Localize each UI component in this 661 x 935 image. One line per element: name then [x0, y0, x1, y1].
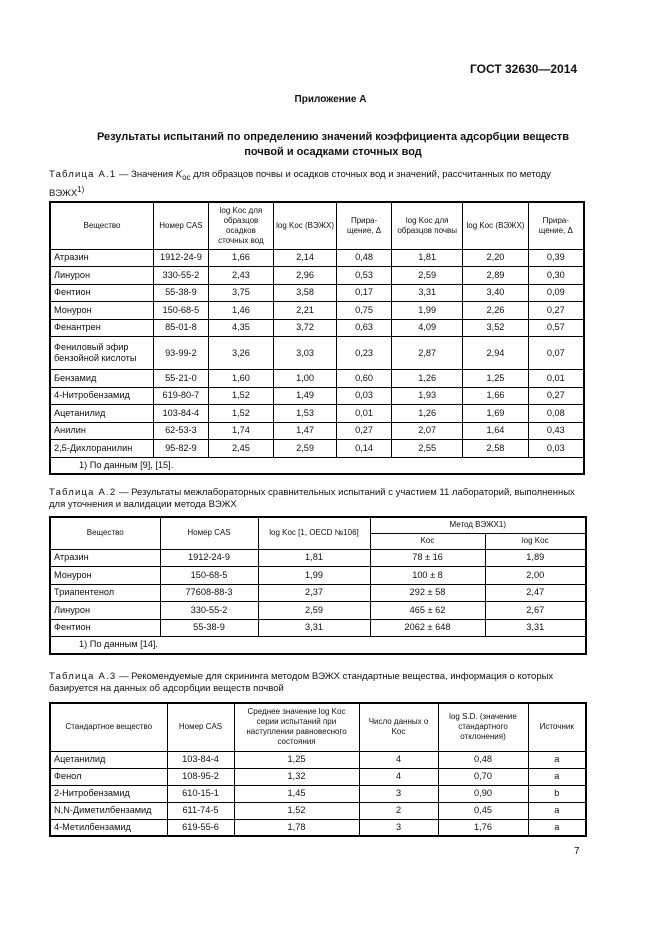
table3-cell-sd: 0,45: [438, 802, 528, 819]
table1-cell-delta: 0,17: [337, 284, 392, 302]
table1-header-row: [50, 202, 584, 249]
table2-head-substance: Вещество: [50, 517, 160, 549]
table3-cell-source: a: [528, 768, 586, 785]
table2-row: [50, 549, 586, 567]
table1-cell-substance: 4-Нитробензамид: [50, 387, 153, 405]
table3-caption: [49, 671, 584, 695]
table1-cell-logkoc-hplc: 2,14: [274, 249, 337, 267]
table2-cell-koc: 2062 ± 648: [370, 619, 485, 637]
table1-cell-substance: Фениловый эфир бензойной кислоты: [50, 337, 153, 370]
table-a3: [49, 702, 587, 837]
table1-cell-logkoc-soil: 1,26: [391, 405, 462, 423]
table3-cell-count: 4: [359, 751, 438, 768]
table1-cell-logkoc-hplc: 2,59: [274, 440, 337, 458]
table1-row: [50, 284, 584, 302]
table1-cell-logkoc-samples: 1,66: [208, 249, 273, 267]
table1-cell-delta-2: 0,09: [528, 284, 584, 302]
table3-cell-count: 3: [359, 819, 438, 836]
table1-cell-cas: 330-55-2: [153, 267, 208, 285]
table1-cell-delta-2: 0,08: [528, 405, 584, 423]
table1-row: [50, 267, 584, 285]
table2-head-method: Метод ВЭЖХ1): [370, 517, 586, 533]
table1-cell-logkoc-soil: 1,26: [391, 370, 462, 388]
table1-cell-cas: 62-53-3: [153, 422, 208, 440]
table2-cell-logkoc-ref: 1,99: [258, 567, 370, 585]
table1-cell-substance: Атразин: [50, 249, 153, 267]
table1-row: [50, 422, 584, 440]
table1-row: [50, 370, 584, 388]
table1-cell-logkoc-soil: 3,31: [391, 284, 462, 302]
table1-cell-delta-2: 0,27: [528, 302, 584, 320]
table1-cell-logkoc-soil: 2,07: [391, 422, 462, 440]
table2-cell-substance: Монурон: [50, 567, 160, 585]
table1-cell-cas: 85-01-8: [153, 319, 208, 337]
table1-cell-delta: 0,23: [337, 337, 392, 370]
table2-cell-koc: 465 ± 62: [370, 602, 485, 620]
table3-cell-substance: 4-Метилбензамид: [50, 819, 167, 836]
table2-cell-logkoc-ref: 3,31: [258, 619, 370, 637]
table3-row: [50, 785, 586, 802]
table1-cell-logkoc-hplc-2: 3,52: [463, 319, 528, 337]
table1-head-logkoc-hplc-2: log Koc (ВЭЖХ): [463, 202, 528, 249]
table2-cell-substance: Фентион: [50, 619, 160, 637]
table3-cell-mean: 1,52: [234, 802, 359, 819]
table1-footnote-row: [50, 457, 584, 474]
table2-cell-cas: 330-55-2: [160, 602, 258, 620]
table1-cell-logkoc-hplc-2: 3,40: [463, 284, 528, 302]
table1-row: [50, 337, 584, 370]
table1-cell-cas: 93-99-2: [153, 337, 208, 370]
table3-head-substance: Стандартное вещество: [50, 703, 167, 751]
table1-caption-sub: oc: [182, 172, 191, 182]
table1-row: [50, 319, 584, 337]
appendix-heading: Приложение А: [294, 94, 367, 105]
table1-cell-logkoc-hplc-2: 1,64: [463, 422, 528, 440]
table3-label: Таблица А.3: [49, 671, 117, 682]
table2-cell-koc: 78 ± 16: [370, 549, 485, 567]
table1-cell-logkoc-soil: 1,99: [391, 302, 462, 320]
table1-row: [50, 440, 584, 458]
table1-cell-logkoc-samples: 3,26: [208, 337, 273, 370]
table1-cell-logkoc-hplc-2: 1,69: [463, 405, 528, 423]
table1-head-delta-2: Прира- щение, Δ: [528, 202, 584, 249]
table1-cell-logkoc-soil: 2,87: [391, 337, 462, 370]
table3-head-cas: Номер CAS: [167, 703, 234, 751]
table1-row: [50, 249, 584, 267]
table1-head-cas: Номер CAS: [153, 202, 208, 249]
table2-cell-logkoc: 2,47: [485, 584, 586, 602]
table1-cell-logkoc-hplc: 1,00: [274, 370, 337, 388]
table1-cell-substance: Фенантрен: [50, 319, 153, 337]
table3-cell-cas: 619-55-6: [167, 819, 234, 836]
table3-cell-mean: 1,32: [234, 768, 359, 785]
table1-cell-delta-2: 0,27: [528, 387, 584, 405]
table2-cell-cas: 150-68-5: [160, 567, 258, 585]
table3-head-sd: log S.D. (значение стандартного отклонения): [438, 703, 528, 751]
table3-head-source: Источник: [528, 703, 586, 751]
table1-cell-substance: 2,5-Дихлоранилин: [50, 440, 153, 458]
table1-cell-delta-2: 0,30: [528, 267, 584, 285]
table3-cell-count: 4: [359, 768, 438, 785]
table1-cell-substance: Анилин: [50, 422, 153, 440]
page-number: 7: [574, 846, 580, 857]
document-code: ГОСТ 32630—2014: [470, 62, 578, 76]
table1-cell-cas: 55-38-9: [153, 284, 208, 302]
table1-head-logkoc-hplc: log Koc (ВЭЖХ): [274, 202, 337, 249]
table3-header-row: [50, 703, 586, 751]
table-a2: [49, 516, 587, 655]
table3-cell-cas: 611-74-5: [167, 802, 234, 819]
table3-cell-sd: 0,90: [438, 785, 528, 802]
table3-cell-substance: 2-Нитробензамид: [50, 785, 167, 802]
table1-cell-logkoc-samples: 2,45: [208, 440, 273, 458]
table1-cell-substance: Фентион: [50, 284, 153, 302]
table3-cell-sd: 1,76: [438, 819, 528, 836]
table1-cell-logkoc-hplc: 1,47: [274, 422, 337, 440]
table1-cell-delta: 0,53: [337, 267, 392, 285]
table2-row: [50, 584, 586, 602]
table1-cell-delta: 0,63: [337, 319, 392, 337]
table3-cell-cas: 610-15-1: [167, 785, 234, 802]
table1-cell-delta: 0,48: [337, 249, 392, 267]
table2-cell-koc: 100 ± 8: [370, 567, 485, 585]
table1-caption-sup: 1): [77, 184, 85, 194]
table1-cell-delta-2: 0,43: [528, 422, 584, 440]
table3-cell-source: b: [528, 785, 586, 802]
table1-cell-delta-2: 0,39: [528, 249, 584, 267]
table2-row: [50, 602, 586, 620]
table1-cell-logkoc-hplc-2: 1,25: [463, 370, 528, 388]
table1-caption-symbol: K: [175, 169, 183, 180]
table2-cell-logkoc-ref: 1,81: [258, 549, 370, 567]
table1-cell-delta-2: 0,07: [528, 337, 584, 370]
table3-cell-mean: 1,25: [234, 751, 359, 768]
table2-footnote-row: [50, 637, 586, 654]
table2-cell-logkoc-ref: 2,37: [258, 584, 370, 602]
table3-cell-cas: 108-95-2: [167, 768, 234, 785]
table2-cell-substance: Триапентенол: [50, 584, 160, 602]
table1-cell-logkoc-soil: 2,59: [391, 267, 462, 285]
table1-caption-pre: — Значения: [116, 169, 176, 180]
table1-cell-cas: 95-82-9: [153, 440, 208, 458]
table2-cell-substance: Линурон: [50, 602, 160, 620]
table2-head-koc: Koc: [370, 533, 485, 549]
table3-cell-source: a: [528, 751, 586, 768]
table3-cell-source: a: [528, 802, 586, 819]
table2-head-logkoc: log Koc: [485, 533, 586, 549]
table1-cell-delta-2: 0,57: [528, 319, 584, 337]
table1-cell-logkoc-samples: 3,75: [208, 284, 273, 302]
table1-caption: [49, 169, 584, 200]
table1-cell-substance: Ацетанилид: [50, 405, 153, 423]
table1-cell-substance: Бензамид: [50, 370, 153, 388]
table1-cell-logkoc-hplc: 3,58: [274, 284, 337, 302]
table1-cell-delta: 0,01: [337, 405, 392, 423]
title-line-2: почвой и осадками сточных вод: [244, 146, 422, 158]
table1-row: [50, 302, 584, 320]
table1-cell-substance: Линурон: [50, 267, 153, 285]
table3-cell-mean: 1,45: [234, 785, 359, 802]
table2-caption-text: — Результаты межлабораторных сравнительных испытаний с участием 11 лабораторий, выполненных для уточнения и валидации метода ВЭЖХ: [49, 487, 575, 510]
table2-cell-logkoc: 3,31: [485, 619, 586, 637]
table1-row: [50, 405, 584, 423]
table2-cell-substance: Атразин: [50, 549, 160, 567]
table2-head-cas: Номер CAS: [160, 517, 258, 549]
table1-cell-logkoc-soil: 1,81: [391, 249, 462, 267]
table1-head-logkoc-samples: log Koc для образцов осадков сточных вод: [208, 202, 273, 249]
table2-cell-cas: 77608-88-3: [160, 584, 258, 602]
title-line-1: Результаты испытаний по определению значений коэффициента адсорбции веществ: [96, 131, 570, 143]
table3-cell-sd: 0,48: [438, 751, 528, 768]
table2-cell-cas: 1912-24-9: [160, 549, 258, 567]
table2-cell-cas: 55-38-9: [160, 619, 258, 637]
table1-cell-cas: 619-80-7: [153, 387, 208, 405]
table3-cell-substance: N,N-Диметилбензамид: [50, 802, 167, 819]
table1-cell-logkoc-hplc-2: 2,89: [463, 267, 528, 285]
table3-row: [50, 751, 586, 768]
table1-cell-cas: 103-84-4: [153, 405, 208, 423]
table1-cell-cas: 150-68-5: [153, 302, 208, 320]
table1-head-delta: Прира- щение, Δ: [337, 202, 392, 249]
table1-cell-logkoc-hplc-2: 2,20: [463, 249, 528, 267]
table1-cell-logkoc-hplc: 2,96: [274, 267, 337, 285]
table3-row: [50, 768, 586, 785]
table1-cell-logkoc-soil: 4,09: [391, 319, 462, 337]
table1-cell-logkoc-samples: 2,43: [208, 267, 273, 285]
table2-caption: [49, 487, 584, 511]
table1-cell-delta: 0,14: [337, 440, 392, 458]
table2-cell-logkoc: 2,00: [485, 567, 586, 585]
table1-footnote: 1) По данным [9], [15].: [50, 457, 584, 474]
table1-cell-delta: 0,75: [337, 302, 392, 320]
table2-cell-logkoc: 1,89: [485, 549, 586, 567]
table2-cell-logkoc: 2,67: [485, 602, 586, 620]
table1-head-substance: Вещество: [50, 202, 153, 249]
table1-cell-logkoc-hplc: 1,53: [274, 405, 337, 423]
table1-label: Таблица А.1: [49, 169, 117, 180]
table1-cell-logkoc-soil: 2,55: [391, 440, 462, 458]
table1-cell-logkoc-hplc-2: 2,94: [463, 337, 528, 370]
table3-caption-text: — Рекомендуемые для скрининга методом ВЭЖХ стандартные вещества, информация о которых базируется на данных об адсорбции веществ почвой: [49, 671, 554, 694]
table1-cell-logkoc-samples: 1,60: [208, 370, 273, 388]
table3-cell-count: 3: [359, 785, 438, 802]
table2-footnote: 1) По данным [14].: [50, 637, 586, 654]
table3-head-count: Число данных о Koc: [359, 703, 438, 751]
table2-row: [50, 619, 586, 637]
table-a1: [49, 201, 585, 475]
table1-cell-logkoc-soil: 1,93: [391, 387, 462, 405]
table3-cell-sd: 0,70: [438, 768, 528, 785]
table1-cell-logkoc-hplc-2: 1,66: [463, 387, 528, 405]
table1-cell-logkoc-samples: 1,74: [208, 422, 273, 440]
table3-cell-substance: Фенол: [50, 768, 167, 785]
table3-head-mean: Среднее значение log Koc серии испытаний при наступлении равновесного состояния: [234, 703, 359, 751]
table2-head-logkoc-ref: log Koc [1, OECD №106]: [258, 517, 370, 549]
table1-row: [50, 387, 584, 405]
table1-cell-logkoc-hplc: 2,21: [274, 302, 337, 320]
table3-cell-source: a: [528, 819, 586, 836]
page-title: [60, 130, 606, 160]
table3-cell-substance: Ацетанилид: [50, 751, 167, 768]
table1-cell-logkoc-hplc-2: 2,58: [463, 440, 528, 458]
table3-cell-cas: 103-84-4: [167, 751, 234, 768]
table1-head-logkoc-soil: log Koc для образцов почвы: [391, 202, 462, 249]
table1-cell-delta: 0,27: [337, 422, 392, 440]
table3-row: [50, 802, 586, 819]
table1-cell-substance: Монурон: [50, 302, 153, 320]
table1-cell-cas: 55-21-0: [153, 370, 208, 388]
table1-cell-logkoc-samples: 1,52: [208, 387, 273, 405]
table1-cell-logkoc-hplc-2: 2,26: [463, 302, 528, 320]
table1-cell-delta-2: 0,03: [528, 440, 584, 458]
table1-cell-logkoc-hplc: 3,03: [274, 337, 337, 370]
table2-header-row-1: [50, 517, 586, 533]
table1-cell-logkoc-hplc: 1,49: [274, 387, 337, 405]
table1-cell-logkoc-hplc: 3,72: [274, 319, 337, 337]
table2-row: [50, 567, 586, 585]
table1-cell-cas: 1912-24-9: [153, 249, 208, 267]
table3-row: [50, 819, 586, 836]
table2-cell-koc: 292 ± 58: [370, 584, 485, 602]
table1-cell-delta: 0,60: [337, 370, 392, 388]
table1-cell-delta: 0,03: [337, 387, 392, 405]
table1-cell-delta-2: 0,01: [528, 370, 584, 388]
table3-cell-count: 2: [359, 802, 438, 819]
table2-cell-logkoc-ref: 2,59: [258, 602, 370, 620]
table2-label: Таблица А.2: [49, 487, 117, 498]
table1-caption-post: для образцов почвы и осадков сточных вод и значений, рассчитанных по методу ВЭЖХ: [49, 169, 551, 200]
table3-cell-mean: 1,78: [234, 819, 359, 836]
table1-cell-logkoc-samples: 4,35: [208, 319, 273, 337]
table1-cell-logkoc-samples: 1,46: [208, 302, 273, 320]
table1-cell-logkoc-samples: 1,52: [208, 405, 273, 423]
